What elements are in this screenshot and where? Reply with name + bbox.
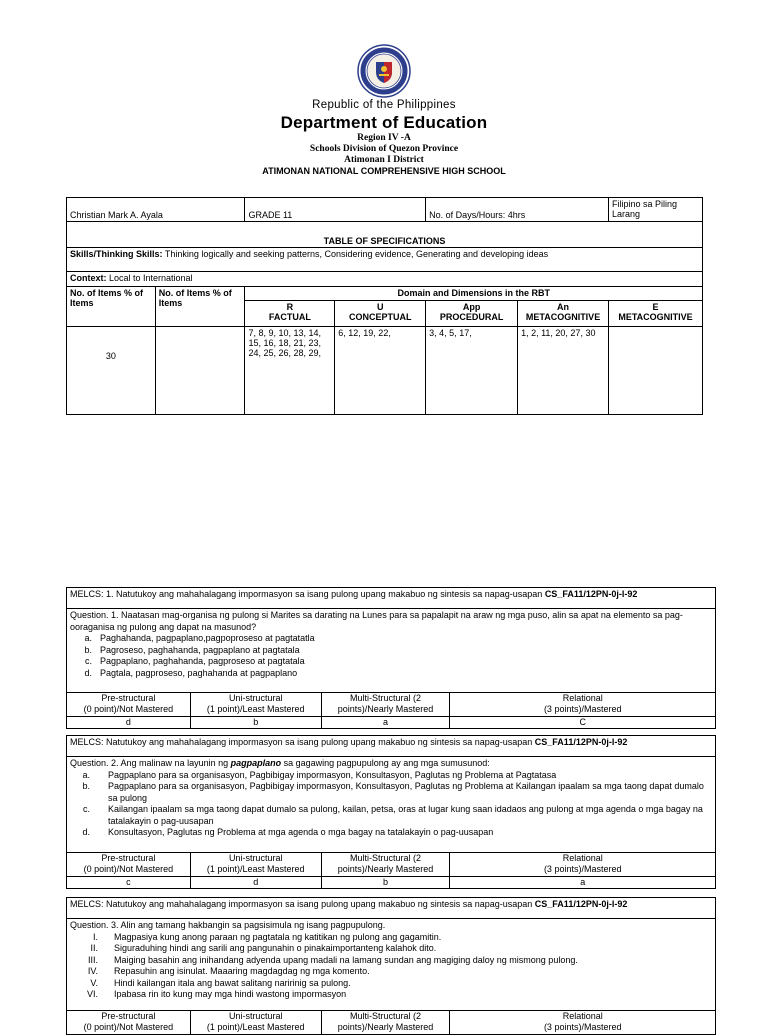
division-heading: Schools Division of Quezon Province — [309, 144, 459, 154]
deped-seal-icon — [357, 44, 411, 98]
scale-multi: Multi-Structural (2 points)/Nearly Mastered — [321, 853, 450, 877]
answer-row — [67, 717, 716, 729]
answer-row — [67, 877, 716, 889]
items-col-header-2: No. of Items % of Items — [155, 287, 245, 327]
option-i: I. Magpasiya kung anong paraan ng pagtatala ng katitikan ng pulong ang gagamitin. — [92, 931, 442, 942]
option-v: V. Hindi kailangan itala ang bawat salitang naririnig sa pulong. — [90, 977, 351, 988]
dimension-header-r: R FACTUAL — [245, 301, 335, 327]
teacher-name: Christian Mark A. Ayala — [67, 198, 245, 222]
answer-rel: a — [450, 877, 716, 889]
answer-pre: d — [67, 717, 191, 729]
department-heading: Department of Education — [280, 113, 488, 132]
option-b: b. Pagroseso, paghahanda, pagpaplano at pagtatala — [84, 644, 300, 655]
domain-header: Domain and Dimensions in the RBT — [245, 287, 703, 301]
district-heading: Atimonan I District — [344, 155, 424, 165]
items-procedural: 3, 4, 5, 17, — [426, 327, 518, 415]
context-row — [67, 272, 703, 287]
question-text: Question. 2. Ang malinaw na layunin ng pagpaplano sa gagawing pagpupulong ay ang mga sumusunod: — [70, 758, 490, 768]
melc-row: MELCS: 1. Natutukoy ang mahahalagang impormasyon sa isang pulong upang makabuo ng sintesis sa napag-usapan CS_FA11/12PN-0j-l-92 — [67, 588, 716, 609]
option-vi: VI. Ipabasa rin ito kung may mga hindi wastong impormasyon — [86, 989, 347, 999]
skills-row — [67, 248, 703, 272]
option-d: d. Pagtala, pagproseso, paghahanda at pagpaplano — [84, 667, 298, 678]
scale-multi: Multi-Structural (2 points)/Nearly Mastered — [321, 693, 450, 717]
scale-uni: Uni-structural (1 point)/Least Mastered — [190, 693, 321, 717]
region-heading: Region IV -A — [357, 133, 411, 143]
dimension-header-an: An METACOGNITIVE — [518, 301, 609, 327]
scale-rel: Relational (3 points)/Mastered — [450, 853, 716, 877]
question-text: Question. 1. Naatasan mag-organisa ng pulong si Marites sa darating na Lunes para sa papalapit na araw ng mga puso, alin sa apat na elemento sa pag-ooraganisa ng pulong ang dapat na masunod? — [70, 610, 683, 632]
scale-rel: Relational (3 points)/Mastered — [450, 693, 716, 717]
total-items: 30 — [67, 327, 156, 415]
option-d: d. Konsultasyon, Paglutas ng Problema at mga agenda o mga bagay na tatalakayin o pag-uusapan — [82, 827, 494, 837]
school-heading: ATIMONAN NATIONAL COMPREHENSIVE HIGH SCHOOL — [262, 166, 506, 176]
dimension-header-app: App PROCEDURAL — [426, 301, 518, 327]
context-label: Context: — [70, 273, 107, 283]
question-cell — [67, 919, 716, 1011]
answer-pre: c — [67, 877, 191, 889]
scale-header-row — [67, 693, 716, 717]
melc-code: CS_FA11/12PN-0j-l-92 — [534, 899, 628, 909]
republic-heading: Republic of the Philippines — [312, 99, 456, 111]
scale-header-row — [67, 853, 716, 877]
option-iii: III. Maiging basahin ang inihandang adyenda upang madali na lamang sundan ang magiging daloy ng mismong pulong. — [87, 954, 578, 965]
dimension-header-u: U CONCEPTUAL — [335, 301, 426, 327]
answer-rel: C — [450, 717, 716, 729]
subject-name: Filipino sa Piling Larang — [609, 198, 703, 222]
answer-multi: a — [321, 717, 450, 729]
items-conceptual: 6, 12, 19, 22, — [335, 327, 426, 415]
context-text: Local to International — [106, 273, 193, 283]
scale-header-row — [67, 1011, 716, 1035]
option-iv: IV. Repasuhin ang isinulat. Maaaring magdagdag ng mga komento. — [87, 966, 370, 976]
scale-multi: Multi-Structural (2 points)/Nearly Mastered — [321, 1011, 450, 1035]
tos-table — [66, 197, 703, 415]
option-c: c. Kailangan ipaalam sa mga taong dapat dumalo sa pulong, kailan, petsa, oras at lugar kung saan idadaos ang pulong at mga agenda o mga bagay na tatalakayin o pag-uusapan — [82, 804, 703, 826]
scale-rel: Relational (3 points)/Mastered — [450, 1011, 716, 1035]
items-col-header-1: No. of Items % of Items — [67, 287, 156, 327]
scale-uni: Uni-structural (1 point)/Least Mastered — [190, 1011, 321, 1035]
scale-uni: Uni-structural (1 point)/Least Mastered — [190, 853, 321, 877]
grade-level: GRADE 11 — [245, 198, 426, 222]
items-metacognitive-an: 1, 2, 11, 20, 27, 30 — [518, 327, 609, 415]
option-b: b. Pagpaplano para sa organisasyon, Pagbibigay impormasyon, Konsultasyon, Paglutas ng Problema at Kailangan ipaalam sa mga taong dapat dumalo sa pulong — [82, 781, 704, 803]
melc-row: MELCS: Natutukoy ang mahahalagang impormasyon sa isang pulong upang makabuo ng sintesis sa napag-usapan CS_FA11/12PN-0j-l-92 — [67, 898, 716, 919]
option-c: c. Pagpaplano, paghahanda, pagproseso at pagtatala — [84, 656, 305, 666]
days-hours: No. of Days/Hours: 4hrs — [426, 198, 609, 222]
option-ii: II. Siguraduhing hindi ang sarili ang pangunahin o pinakaimportanteng kalahok dito. — [90, 943, 437, 953]
scale-pre: Pre-structural (0 point)/Not Mastered — [67, 853, 191, 877]
question-text: Question. 3. Alin ang tamang hakbangin sa pagsisimula ng isang pagpupulong. — [70, 920, 386, 930]
skills-text: Thinking logically and seeking patterns, Considering evidence, Generating and developing ideas — [162, 249, 549, 259]
question-cell — [67, 609, 716, 693]
items-percent-cell — [155, 327, 245, 415]
answer-uni: b — [190, 717, 321, 729]
option-a: a. Pagpaplano para sa organisasyon, Pagbibigay impormasyon, Konsultasyon, Paglutas ng Problema at Pagtatasa — [82, 769, 557, 780]
scale-pre: Pre-structural (0 point)/Not Mastered — [67, 1011, 191, 1035]
melc-code: CS_FA11/12PN-0j-l-92 — [534, 737, 628, 747]
option-a: a. Paghahanda, pagpaplano,pagpoproseso at pagtatatla — [84, 633, 315, 643]
answer-multi: b — [321, 877, 450, 889]
answer-uni: d — [190, 877, 321, 889]
skills-label: Skills/Thinking Skills: — [70, 249, 163, 259]
melcs-table-2 — [66, 735, 716, 889]
scale-pre: Pre-structural (0 point)/Not Mastered — [67, 693, 191, 717]
question-cell — [67, 757, 716, 853]
melc-code: CS_FA11/12PN-0j-l-92 — [544, 589, 638, 599]
items-factual: 7, 8, 9, 10, 13, 14, 15, 16, 18, 21, 23, 24, 25, 26, 28, 29, — [245, 327, 335, 415]
melc-row: MELCS: Natutukoy ang mahahalagang impormasyon sa isang pulong upang makabuo ng sintesis sa napag-usapan CS_FA11/12PN-0j-l-92 — [67, 736, 716, 757]
dimension-header-e: E METACOGNITIVE — [609, 301, 703, 327]
items-metacognitive-e — [609, 327, 703, 415]
melcs-table-1 — [66, 587, 716, 729]
tos-title: TABLE OF SPECIFICATIONS — [67, 222, 703, 248]
melcs-table-3 — [66, 897, 716, 1035]
